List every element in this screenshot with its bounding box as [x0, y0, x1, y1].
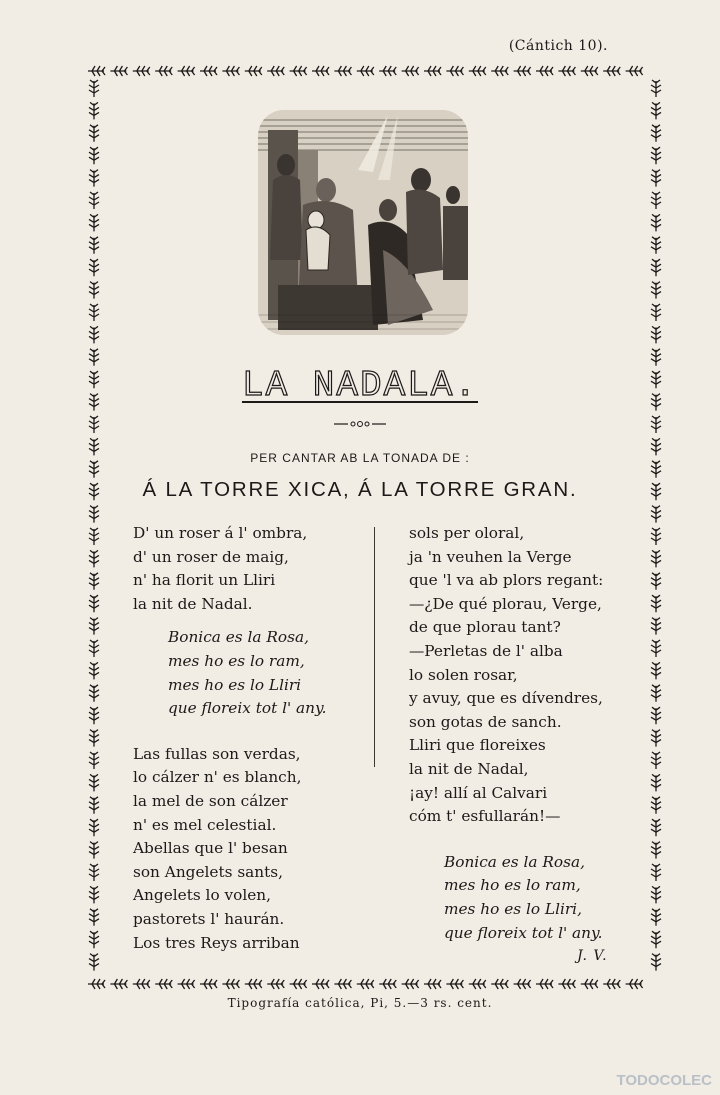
border-sprig: [424, 66, 441, 76]
border-sprig: [651, 192, 661, 209]
border-sprig: [89, 954, 99, 971]
border-sprig: [334, 66, 351, 76]
border-sprig: [651, 170, 661, 187]
border-sprig: [89, 237, 99, 254]
refrain-left: [133, 626, 327, 720]
verse-line: y avuy, que es dívendres,: [409, 689, 603, 708]
border-sprig: [651, 819, 661, 836]
border-sprig: [651, 214, 661, 231]
verse-line: la mel de son cálzer: [133, 791, 288, 810]
canticle-number: (Cántich 10).: [508, 38, 608, 54]
border-sprig: [651, 954, 661, 971]
border-sprig: [651, 707, 661, 724]
border-sprig: [222, 979, 239, 989]
verse-line: n' es mel celestial.: [133, 815, 277, 834]
border-sprig: [357, 979, 374, 989]
border-sprig: [402, 66, 419, 76]
border-sprig: [558, 979, 575, 989]
refrain-line: que floreix tot l' any.: [444, 923, 603, 942]
border-sprig: [651, 528, 661, 545]
verse-line: d' un roser de maig,: [133, 547, 289, 566]
border-sprig: [89, 326, 99, 343]
border-sprig: [469, 66, 486, 76]
border-sprig: [651, 931, 661, 948]
border-sprig: [89, 819, 99, 836]
border-sprig: [603, 979, 620, 989]
border-sprig: [89, 864, 99, 881]
refrain-line: Bonica es la Rosa,: [444, 852, 585, 871]
refrain-right: [409, 851, 603, 945]
border-sprig: [88, 66, 105, 76]
border-sprig: [89, 618, 99, 635]
border-sprig: [155, 66, 172, 76]
border-sprig: [89, 685, 99, 702]
border-sprig: [651, 237, 661, 254]
border-sprig: [651, 797, 661, 814]
verse-line: son gotas de sanch.: [409, 712, 562, 731]
border-sprig: [89, 662, 99, 679]
border-sprig: [514, 66, 531, 76]
border-sprig: [491, 979, 508, 989]
border-sprig: [222, 66, 239, 76]
border-sprig: [514, 979, 531, 989]
right-verse-column: [409, 522, 603, 945]
border-sprig: [491, 66, 508, 76]
border-sprig: [89, 909, 99, 926]
verse-line: Abellas que l' besan: [133, 839, 288, 858]
verse-line: Angelets lo volen,: [133, 886, 272, 905]
border-sprig: [89, 259, 99, 276]
border-sprig: [581, 66, 598, 76]
border-sprig: [651, 125, 661, 142]
border-sprig: [651, 147, 661, 164]
border-sprig: [357, 66, 374, 76]
border-sprig: [133, 66, 150, 76]
verse-line: lo cálzer n' es blanch,: [133, 768, 302, 787]
border-sprig: [245, 66, 262, 76]
border-sprig: [651, 282, 661, 299]
border-sprig: [603, 66, 620, 76]
refrain-line: mes ho es lo Lliri: [168, 675, 302, 694]
verse-line: ¡ay! allí al Calvari: [409, 783, 548, 802]
verse-line: son Angelets sants,: [133, 862, 284, 881]
border-sprig: [651, 349, 661, 366]
border-sprig: [558, 66, 575, 76]
adoration-of-magi-image: [258, 110, 468, 335]
border-sprig: [89, 192, 99, 209]
border-sprig: [446, 979, 463, 989]
border-sprig: [651, 774, 661, 791]
border-sprig: [312, 66, 329, 76]
border-sprig: [89, 170, 99, 187]
verse-line: ja 'n veuhen la Verge: [409, 547, 572, 566]
border-sprig: [651, 618, 661, 635]
printer-imprint: Tipografía católica, Pi, 5.—3 rs. cent.: [227, 996, 493, 1010]
left-verse-column: [133, 522, 327, 955]
border-sprig: [89, 80, 99, 97]
border-sprig: [110, 979, 127, 989]
border-sprig: [290, 979, 307, 989]
author-initials: J. V.: [577, 948, 608, 964]
border-sprig: [178, 66, 195, 76]
border-sprig: [267, 979, 284, 989]
border-sprig: [651, 752, 661, 769]
refrain-line: mes ho es lo ram,: [168, 651, 305, 670]
border-sprig: [89, 550, 99, 567]
refrain-line: Bonica es la Rosa,: [168, 628, 309, 647]
verse-line: cóm t' esfullarán!—: [409, 807, 561, 826]
border-sprig: [88, 979, 105, 989]
border-sprig: [651, 259, 661, 276]
nativity-engraving: [258, 110, 468, 335]
stanza-2: [133, 743, 327, 955]
verse-line: Las fullas son verdas,: [133, 744, 301, 763]
border-sprig: [89, 528, 99, 545]
border-sprig: [334, 979, 351, 989]
border-sprig: [89, 707, 99, 724]
border-sprig: [651, 326, 661, 343]
stanza-3: [409, 522, 603, 829]
border-sprig: [89, 797, 99, 814]
verse-line: D' un roser á l' ombra,: [133, 524, 308, 542]
border-sprig: [651, 573, 661, 590]
border-sprig: [651, 730, 661, 747]
border-sprig: [200, 66, 217, 76]
verse-line: de que plorau tant?: [409, 618, 561, 637]
border-sprig: [536, 979, 553, 989]
border-sprig: [89, 640, 99, 657]
border-sprig: [651, 80, 661, 97]
border-sprig: [469, 979, 486, 989]
border-sprig: [651, 416, 661, 433]
border-sprig: [89, 416, 99, 433]
border-sprig: [626, 66, 643, 76]
border-sprig: [581, 979, 598, 989]
border-sprig: [89, 842, 99, 859]
border-sprig: [651, 304, 661, 321]
border-sprig: [651, 102, 661, 119]
tune-instruction: PER CANTAR AB LA TONADA DE :: [250, 451, 470, 465]
border-sprig: [89, 349, 99, 366]
border-sprig: [267, 66, 284, 76]
border-sprig: [89, 931, 99, 948]
border-sprig: [379, 66, 396, 76]
border-sprig: [178, 979, 195, 989]
border-sprig: [89, 147, 99, 164]
verse-line: sols per oloral,: [409, 524, 525, 542]
verse-line: n' ha florit un Lliri: [133, 571, 276, 590]
border-sprig: [89, 573, 99, 590]
border-sprig: [200, 979, 217, 989]
watermark: TODOCOLEC: [616, 1072, 712, 1089]
verse-line: Los tres Reys arriban: [133, 933, 300, 952]
border-sprig: [312, 979, 329, 989]
border-sprig: [155, 979, 172, 989]
border-sprig: [536, 66, 553, 76]
verse-line: pastorets l' haurán.: [133, 909, 285, 928]
column-divider: [374, 527, 375, 767]
verse-line: que 'l va ab plors regant:: [409, 571, 604, 590]
border-sprig: [89, 886, 99, 903]
verse-line: —Perletas de l' alba: [409, 641, 563, 660]
refrain-line: mes ho es lo ram,: [444, 876, 581, 895]
border-sprig: [89, 595, 99, 612]
border-sprig: [651, 550, 661, 567]
refrain-line: que floreix tot l' any.: [168, 699, 327, 718]
verse-line: lo solen rosar,: [409, 665, 518, 684]
verse-line: la nit de Nadal,: [409, 759, 529, 778]
border-sprig: [379, 979, 396, 989]
border-sprig: [110, 66, 127, 76]
border-sprig: [651, 506, 661, 523]
border-sprig: [651, 909, 661, 926]
stanza-1: [133, 522, 327, 616]
border-sprig: [651, 662, 661, 679]
border-sprig: [89, 214, 99, 231]
title-flourish-ornament: [334, 418, 386, 430]
border-sprig: [89, 282, 99, 299]
border-sprig: [446, 66, 463, 76]
border-sprig: [651, 640, 661, 657]
page-title: LA NADALA.: [241, 365, 479, 406]
border-sprig: [424, 979, 441, 989]
refrain-line: mes ho es lo Lliri,: [444, 899, 582, 918]
border-sprig: [651, 842, 661, 859]
border-sprig: [245, 979, 262, 989]
border-sprig: [89, 774, 99, 791]
verse-line: —¿De qué plorau, Verge,: [409, 594, 602, 613]
border-sprig: [402, 979, 419, 989]
border-sprig: [290, 66, 307, 76]
border-sprig: [89, 506, 99, 523]
border-sprig: [89, 102, 99, 119]
border-sprig: [651, 595, 661, 612]
border-sprig: [651, 886, 661, 903]
border-sprig: [626, 979, 643, 989]
border-sprig: [651, 864, 661, 881]
border-sprig: [89, 304, 99, 321]
border-sprig: [89, 125, 99, 142]
border-sprig: [651, 685, 661, 702]
verse-line: la nit de Nadal.: [133, 594, 253, 613]
tune-name: Á LA TORRE XICA, Á LA TORRE GRAN.: [142, 478, 578, 501]
border-sprig: [89, 752, 99, 769]
border-sprig: [133, 979, 150, 989]
border-sprig: [89, 730, 99, 747]
verse-line: Lliri que floreixes: [409, 736, 546, 755]
